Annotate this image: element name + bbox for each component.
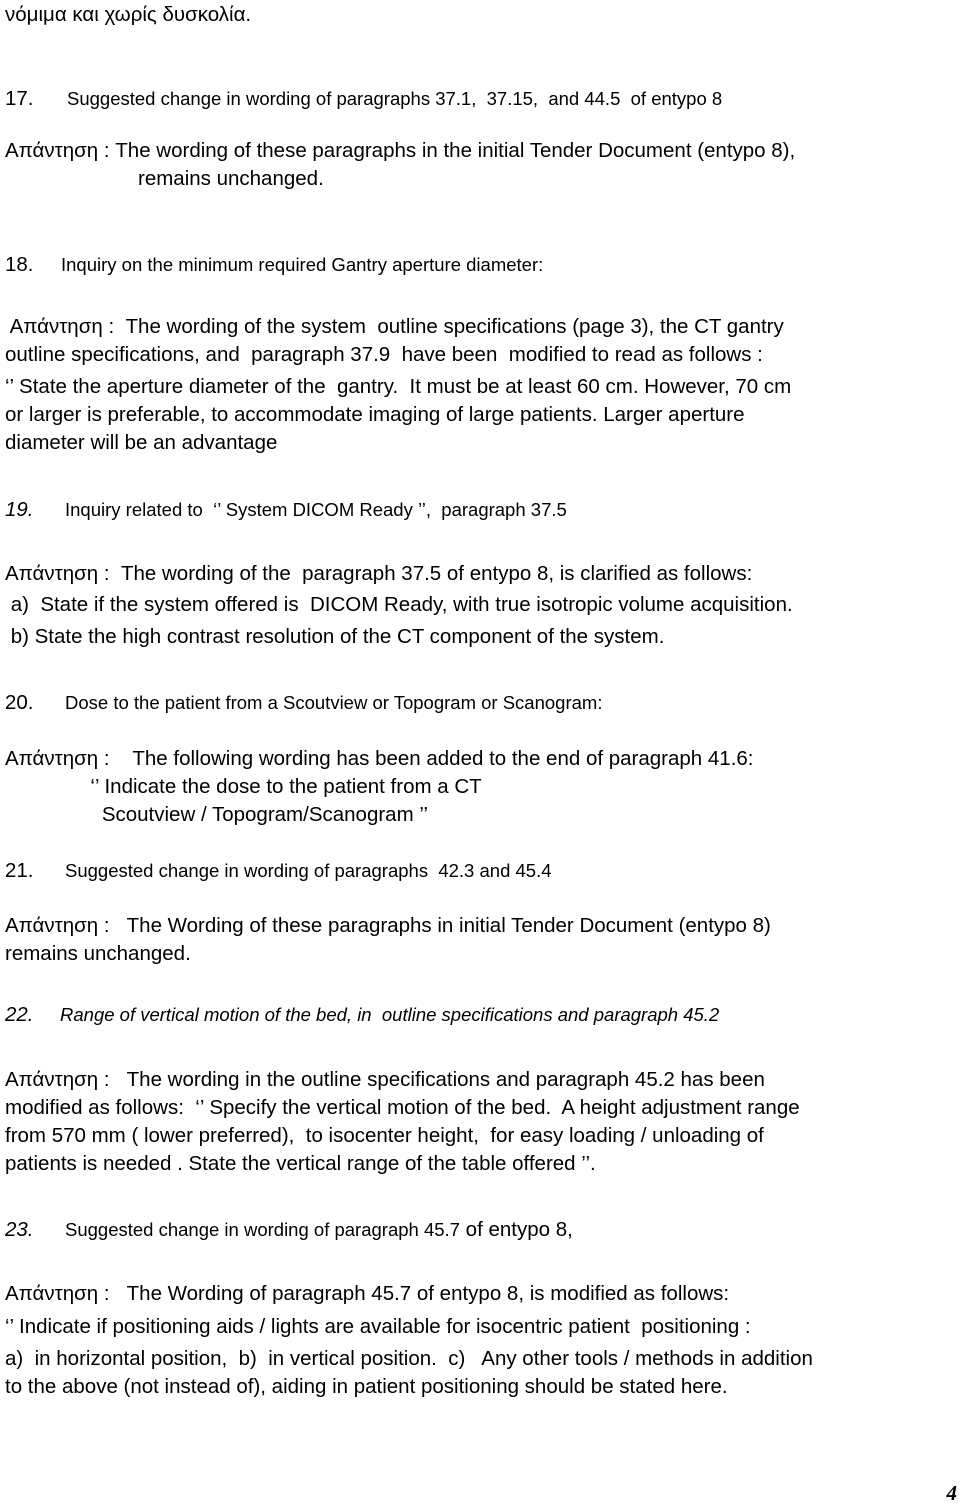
item-number: 17. [5,87,34,110]
question-text: Inquiry on the minimum required Gantry aperture diameter: [61,254,544,275]
item-22-answer-line: from 570 mm ( lower preferred), to isocenter height, for easy loading / unloading of [5,1124,764,1147]
item-19-answer-line: a) State if the system offered is DICOM Ready, with true isotropic volume acquisition. [5,593,793,616]
item-18-question [5,252,543,278]
item-20-answer-line: Scoutview / Topogram/Scanogram ’’ [5,803,429,826]
item-23-question [5,1217,573,1243]
item-18-answer-line: Απάντηση : The wording of the system outline specifications (page 3), the CT gantry [5,315,784,338]
item-number: 22. [5,1003,34,1026]
item-23-answer-line: Απάντηση : The Wording of paragraph 45.7 of entypo 8, is modified as follows: [5,1282,730,1305]
item-number: 18. [5,253,34,276]
item-20-answer-line: ‘’ Indicate the dose to the patient from a CT [5,775,482,798]
question-text: Suggested change in wording of paragraphs 37.1, 37.15, and 44.5 of entypo 8 [67,88,723,109]
item-number: 21. [5,859,34,882]
question-text: Suggested change in wording of paragraph 45.7 [65,1219,460,1240]
question-suffix: of entypo 8, [459,1218,573,1241]
item-19-answer-line: Απάντηση : The wording of the paragraph 37.5 of entypo 8, is clarified as follows: [5,562,753,585]
item-17-question [5,86,722,112]
item-21-question [5,858,552,884]
item-18-answer-line: diameter will be an advantage [5,431,278,454]
top-line: νόμιμα και χωρίς δυσκολία. [5,3,252,26]
item-22-answer-line: patients is needed . State the vertical range of the table offered ’’. [5,1152,596,1175]
item-number: 23. [5,1218,34,1241]
item-number: 19. [5,498,34,521]
question-text: Inquiry related to ‘’ System DICOM Ready ’’, paragraph 37.5 [65,499,567,520]
item-22-answer-line: modified as follows: ‘’ Specify the vertical motion of the bed. A height adjustment range [5,1096,800,1119]
item-23-answer-line: a) in horizontal position, b) in vertical position. c) Any other tools / methods in addition [5,1347,813,1370]
item-21-answer-line: Απάντηση : The Wording of these paragraphs in initial Tender Document (entypo 8) [5,914,771,937]
item-22-question [5,1002,719,1028]
question-text: Range of vertical motion of the bed, in outline specifications and paragraph 45.2 [60,1004,720,1025]
item-23-answer-line: ‘’ Indicate if positioning aids / lights are available for isocentric patient positioning : [5,1315,751,1338]
question-text: Suggested change in wording of paragraphs 42.3 and 45.4 [65,860,552,881]
item-20-question [5,690,602,716]
item-18-answer-line: or larger is preferable, to accommodate imaging of large patients. Larger aperture [5,403,745,426]
item-18-answer-line: ‘’ State the aperture diameter of the gantry. It must be at least 60 cm. However, 70 cm [5,375,792,398]
question-text: Dose to the patient from a Scoutview or Topogram or Scanogram: [65,692,603,713]
item-number: 20. [5,691,34,714]
item-22-answer-line: Απάντηση : The wording in the outline specifications and paragraph 45.2 has been [5,1068,765,1091]
item-17-answer-line: Απάντηση : The wording of these paragraphs in the initial Tender Document (entypo 8), [5,139,796,162]
item-19-answer-line: b) State the high contrast resolution of the CT component of the system. [5,625,665,648]
item-18-answer-line: outline specifications, and paragraph 37.9 have been modified to read as follows : [5,343,763,366]
page-number: 4 [946,1481,957,1505]
item-19-question [5,497,567,523]
item-20-answer-line: Απάντηση : The following wording has been added to the end of paragraph 41.6: [5,747,754,770]
item-23-answer-line: to the above (not instead of), aiding in patient positioning should be stated here. [5,1375,728,1398]
item-21-answer-line: remains unchanged. [5,942,191,965]
item-17-answer-line: remains unchanged. [138,167,324,190]
